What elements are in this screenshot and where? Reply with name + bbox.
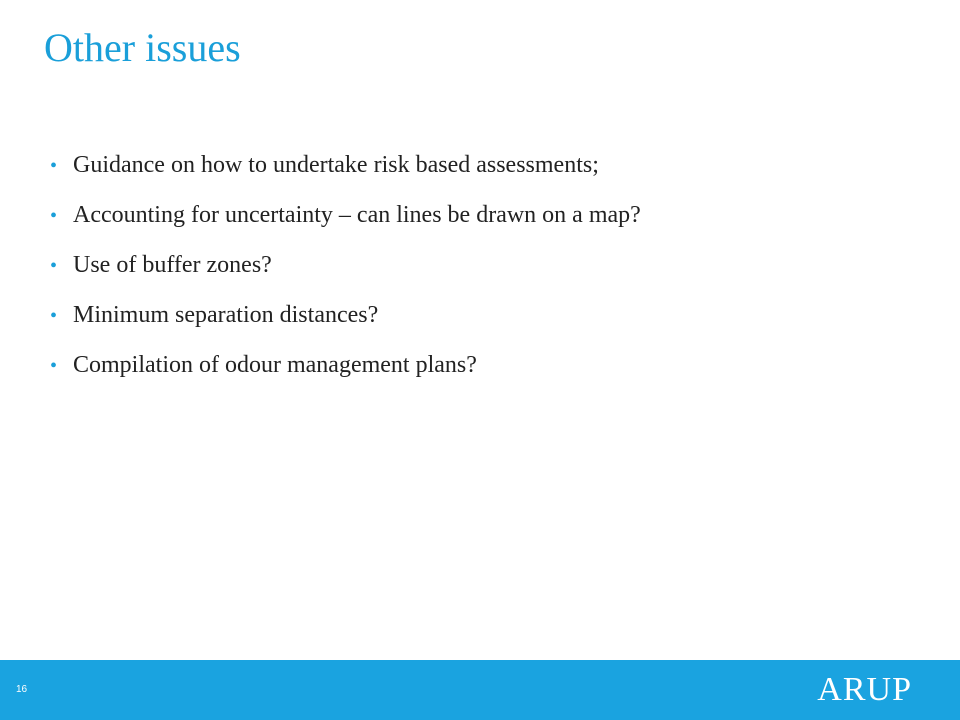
- arup-logo: ARUP: [817, 671, 912, 708]
- bullet-item: [50, 340, 641, 390]
- bullet-text: Accounting for uncertainty – can lines be drawn on a map?: [73, 202, 641, 228]
- footer-bar: [0, 660, 960, 720]
- bullet-icon: •: [50, 305, 58, 327]
- bullet-item: [50, 290, 641, 340]
- slide-title: Other issues: [44, 25, 241, 70]
- bullet-list: [50, 140, 641, 390]
- bullet-text: Use of buffer zones?: [73, 252, 272, 278]
- bullet-icon: •: [50, 255, 58, 277]
- bullet-item: [50, 190, 641, 240]
- bullet-icon: •: [50, 205, 58, 227]
- bullet-item: [50, 140, 641, 190]
- bullet-text: Minimum separation distances?: [73, 302, 379, 328]
- page-number: 16: [16, 684, 28, 695]
- bullet-item: [50, 240, 641, 290]
- bullet-text: Compilation of odour management plans?: [73, 352, 477, 378]
- bullet-icon: •: [50, 355, 58, 377]
- bullet-text: Guidance on how to undertake risk based assessments;: [73, 152, 599, 178]
- bullet-icon: •: [50, 155, 58, 177]
